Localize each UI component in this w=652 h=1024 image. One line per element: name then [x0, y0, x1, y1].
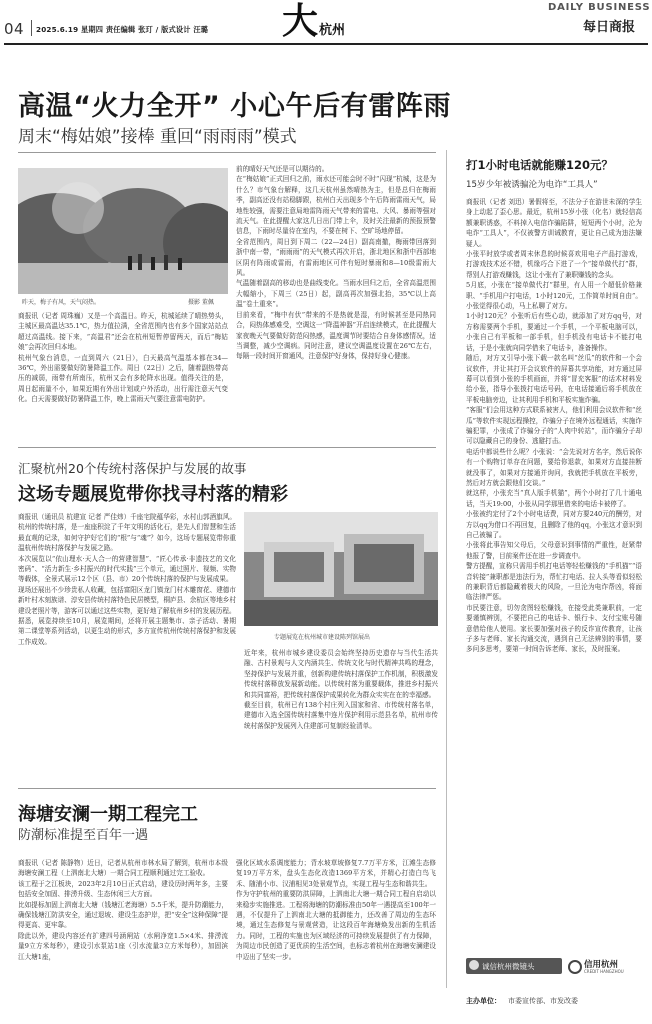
camera-icon [469, 960, 479, 970]
lead-body-left: 商报讯（记者 周珠巍）又是一个高温日。昨天，杭城延续了晴热势头，主城区最高温达35.1℃，热力值拉满，全省范围内也有多个国家站站点超过高温线。接下来，“高温君”还会在杭州短暂停留两天，而后“梅姑娘”会再次回归本地。 杭州气象台消息，一直到周六（21日），白天最高气温基本都在34—36℃，外出需要做好防暑降温工作。周日（22日）之后，随着副热带高压的减弱，雨带有所南压，杭州又会有多轮降水出现。值得关注的是，周日起雨量不小，如果近期有外出计划或户外活动，出行需注意天气变化。白天需要做好防暑降温工作，晚上雷雨天气要注意雷电防护。 [18, 312, 228, 404]
section-logo-city: 杭州 [319, 23, 346, 38]
credit-logo-icon [568, 960, 582, 974]
credit-badge-left [466, 958, 562, 974]
credit-badge-right [568, 958, 648, 976]
park-photo-illustration [18, 168, 228, 294]
lead-photo [18, 168, 228, 294]
credit-badge-left-label: 诚信杭州微镜头 [482, 962, 535, 971]
lead-headline: 高温“火力全开” 小心午后有雷阵雨 [18, 91, 452, 122]
village-photo [244, 512, 438, 626]
lead-subhead: 周末“梅姑娘”接棒 重回“雨雨雨”模式 [18, 127, 297, 147]
sponsor-label: 主办单位： [466, 997, 501, 1005]
lead-photo-caption: 昨天，梅子有风，天气闷热。 [22, 299, 101, 306]
village-body-right: 近年来，杭州市城乡建设委员会始终坚持历史遗存与当代生活共融、古村景观与人文内涵共生、传统文化与时代精神共鸣的理念，坚持保护与发展并重，创新构建传统村落保护工作机制，积极激发传统村落释放发展新动能。以传统村落为重要载体，推进乡村振兴和共同富裕，把传统村落保护成果转化为群众实实在在的幸福感。 截至目前，杭州已有138个村庄列入国家和省、市传统村落名单，建德市入选全国传统村落集中连片保护利用示范县名单，杭州市传统村落保护发展列入住建部可复制经验清单。 [244, 649, 438, 730]
seawall-subhead: 防潮标准提至百年一遇 [18, 828, 149, 843]
brand-en: DAILY BUSINESS [548, 2, 651, 13]
credit-badge-right-en: CREDIT HANGZHOU [584, 969, 624, 974]
masthead [0, 0, 652, 52]
village-headline: 这场专题展览带你找寻村落的精彩 [18, 484, 288, 505]
brand-cn: 每日商报 [583, 20, 636, 35]
section-logo-char: 大 [282, 0, 319, 42]
fraud-body: 商报讯（记者 刘迅）暑假将至，不法分子在游世未深的学生身上动起了歪心思。最近，杭州15岁小张（化名）就轻信高额兼职诱惑，不料掉入电信诈骗陷阱，短短两个小时，沦为电诈“工具人”，不仅被警方训诫教育，更让自己成为违法嫌疑人。 小张平时放学或者周末休息的时候喜欢用电子产品打游戏，打游戏技术还不错，机缘巧合下进了一个“接单做代打”群，帮别人打游戏赚钱，这让小张有了兼职赚钱的念头。 5月底，小张在“接单做代打”群里，有人用一个超低价格兼职、“手机用户打电话，1小时120元，工作简单时间自由”。小张觉得很心动，马上私聊了对方。 1小时120元？小张听后有些心动，就添加了对方qq号，对方称需要两个手机，要通过一个手机，一个平板电脑可以，小张自己有平板和一部手机，但手机没有电话卡不能打电话，于是小张就向同学借来了电话卡，准备操作。 随后，对方又引导小张下载一款名叫“丝瓜”的软件和一个会议软件，并让其打开会议软件的屏幕共享功能，对方通过屏幕可以看到小张的手机画面，并将“冒充客服”的话术材料发给小张，指导小张拨打电话号码，在电话接通后将手机放在平板电脑旁边，让其利用手机和平板实施诈骗。 “客服”们会用这种方式联系被害人，他们利用会议软件和“丝瓜”等软件实现远程操控，诈骗分子在境外远程通话，实施诈骗犯罪，小张成了诈骗分子的“人肉中转站”，而诈骗分子却可以隐藏自己的身份、逃避打击。 电话中都说些什么呢？小张说：“会先说对方名字，然后说你有一个购物订单存在问题，要给你退款，如果对方直接挂断就没事了，如果对方接通并询问，我就把手机放在平板旁，然后对方就会跟他们交谈。” 就这样，小张充当“真人版手机猫”，两个小时打了几十通电话，当天19:00，小张从同学那里借来的电话卡被停了。 小张被约定付了2个小时电话费，同对方要240元的酬劳，对方以qq为借口不再回复，且删除了他的qq，小张这才意识到自己被骗了。 小张将此事告知父母后，父母意识到事情的严重性，赶紧带他报了警，目前案件还在进一步调查中。 警方提醒，宣称只需用手机打电话等轻松赚钱的“手机猫”“语音转接”兼职都是违法行为，帮忙打电话、拉人头等看似轻松的兼职背后都隐藏着极大的风险，一旦沦为电诈帮凶，将面临法律严惩。 市民要注意，切勿贪图轻松赚钱，在接受此类兼职前，一定要谨慎辨别，不要把自己的电话卡、银行卡、支付宝账号随意借给他人使用。家长要加强对孩子的反诈宣传教育，让孩子多与老师、家长沟通交流，遇到自己无法辨别的事情，要多问多思考，要第一时间告诉老师、家长，及时报案。 [466, 198, 642, 654]
seawall-headline: 海塘安澜一期工程完工 [18, 804, 198, 825]
page-number: 04 [4, 20, 25, 38]
issue-line: 2025.6.19 星期四 责任编辑 张玎 / 版式设计 汪璐 [36, 25, 209, 34]
fraud-headline: 打1小时电话就能赚120元？ [466, 158, 614, 172]
village-photo-caption: 专题展览在杭州城市建设陈列馆展出 [274, 634, 371, 641]
credit-footer [466, 958, 648, 1014]
masthead-rule [4, 43, 648, 45]
lead-body-mid: 前的晴好天气还是可以期待的。 在“梅姑娘”正式回归之前，雨水还可能会时不时“闪现”杭城，这是为什么？市气象台解释，这几天杭州虽然晴热为主，但是总归在梅雨季，副高还没有站稳脚跟，杭州白天出现多个午后阵雨雷雨天气，局地性较强，需要注意局地雷阵雨天气带来的雷电、大风、暴雨等强对流天气。在此提醒大家这几日出门带上伞，及时关注最新的预报预警信息，下雨时尽量待在室内，不要在树下、空旷场地停留。 全省范围内，周日到下周二（22—24日）副高南撤，梅雨带回落到浙中南一带，“雨雨雨”的天气模式再次开启，浙北地区和浙中西部地区阴有阵雨或雷雨，有雷雨地区可伴有短时暴雨和8—10级雷雨大风。 气温随着副高的移动也是曲线变化。当雨水回归之后，全省高温范围大幅缩小，下周三（25日）起，副高再次加强北抬，35℃以上高温“卷土重来”。 目前来看，“梅中有伏”带来的不是热就是湿，有时候甚至是同热同合，闷热体感难受，空调这一“降温神器”开启连续模式，在此提醒大家夜晚天气要做好防范闷热感，温度调节时要结合自身体感情况，适当调整，减少空调病。同时注意，建议空调温度设置在26℃左右，每隔一段时间开窗通风，注意保护好身体，保持好身心健康。 [236, 165, 436, 361]
exhibition-photo-illustration [244, 512, 438, 626]
credit-badge-right-label: 信用杭州 [584, 960, 619, 970]
sponsor-text: 市委宣传部、市发改委 [508, 997, 578, 1005]
village-body-left: 商报讯（通讯员 杭建宣 记者 严佳炜）千座宅院蕴华彩，水村山郭酒旗风。杭州的传统村落，是一座座积淀了千年文明的活化石，是先人们智慧和生活最直观的记录，如何守护好它们的“根”与“魂”？如今，这场专题展览带你重温杭州传统村落保护与发展之路。 本次展览以“依山理水·天人合一的营建智慧”、“匠心传承·非遗技艺的文化密码”、“活力新生·乡村振兴的时代实践”三个单元，通过照片、视频、实物等载体，全景式展示12个区（县、市）20个传统村落的保护与发展成果。 现场还展出不少珍贵私人收藏，包括富阳区龙门镇龙门村木雕窗花、建德市新叶村木刻族谱、淳安县传统村落特色民居模型，桐庐县、余杭区等地乡村建设老照片等，游客可以通过这些实物，更好地了解杭州乡村的发展历程。 据悉，展览持续至10月，展览期间，还将开展主题集市、亲子活动、暑期第二课堂等系列活动，以更生动的形式，多方宣传杭州传统村落保护和发展工作成效。 [18, 513, 236, 646]
seawall-body-right: 强化区域水系调度能力；背水坡草坡修复7.7万平方米，江滩生态修复19万平方米，盘头生态化改造1369平方米，并精心打造白鸟飞禾、随浦小市、汉浦相见3处景观节点，实现工程与生态和谐共生。 作为守护杭州的重要防洪屏障，上泗南北大塘一期合同工程自启动以来稳步实施推进。工程将海塘的防潮标准由50年一遇提高至100年一遇，不仅提升了上泗南北大塘的抵御能力，还改善了周边的生态环境，通过生态修复与景观营造，让这段百年海塘焕发出新的生机活力。同时，工程的实施也为区域经济的可持续发展提供了有力保障，为周边市民创造了更优质的生活空间，也标志着杭州在海塘安澜建设中迈出了坚实一步。 [236, 859, 436, 961]
seawall-body-left: 商报讯（记者 陈静物）近日，记者从杭州市林水局了解到，杭州市本级海塘安澜工程（上泗南北大塘）一期合同工程顺利通过完工验收。 该工程于之江板块，2023年2月10日正式启动，建设历时两年多，主要包括安全加固、排涝升级、生态休闲三大方面。 比如提标加固上泗南北大塘（钱塘江老海塘）5.5千米，提升防潮能力，确保钱塘江防洪安全，通过退坡、建设生态护岸，把“安全”这种保障”提得更高、更牢靠。 除此以外，建设内容还有扩建四号涵闸站（水闸净宽1.5×4米、排涝流量9立方米每秒），建设引水泵站1座（引水流量3立方米每秒），加固滨江大塘1座， [18, 859, 228, 961]
fraud-subhead: 15岁少年被诱骗沦为电诈“工具人” [466, 180, 598, 190]
lead-photo-credit: 摄影 董佩 [188, 299, 214, 306]
village-kicker: 汇聚杭州20个传统村落保护与发展的故事 [18, 461, 247, 476]
